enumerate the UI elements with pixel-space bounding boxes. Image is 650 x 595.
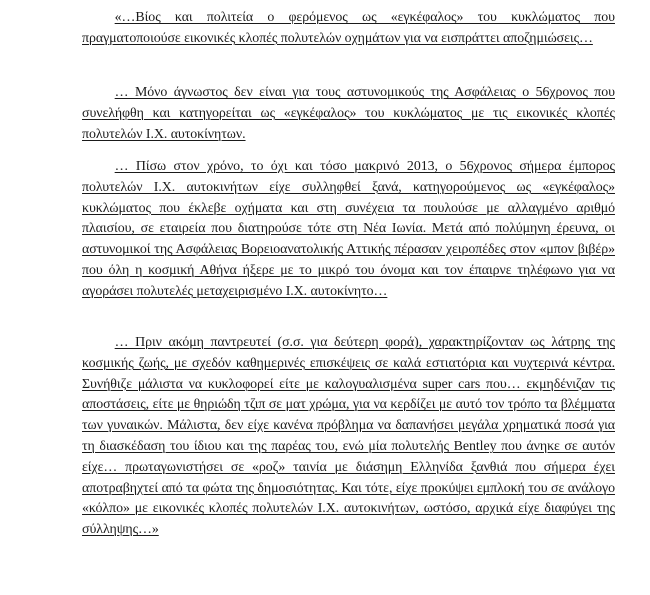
paragraph-4: … Πριν ακόμη παντρευτεί (σ.σ. για δεύτερη φορά), χαρακτηρίζονταν ως λάτρης της κοσμικής ζωής, με σχεδόν καθημερινές επισκέψεις σε καλά εστιατόρια και νυχτερινά κέντρα. Συνήθιζε μάλιστα να κυκλοφορεί είτε με καλογυαλισμένα super cars που… εκμηδένιζαν τις αποστάσεις, είτε με θηριώδη τζιπ σε ματ χρώμα, για να κερδίζει με αυτό τον τρόπο τα βλέμματα των γυναικών. Μάλιστα, δεν είχε κανένα πρόβλημα να δαπανήσει μεγάλα χρηματικά ποσά για τη διασκέδαση του ίδιου και της παρέας του, ενώ μία πολυτελής Bentley που άνηκε σε αυτόν είχε… πρωταγωνιστήσει σε «ροζ» ταινία με διάσημη Ελληνίδα ξανθιά που σήμερα έχει αποτραβηχτεί από τα φώτα της δημοσιότητας. Και τότε, είχε προκύψει εμπλοκή του σε ανάλογο «κόλπο» με εικονικές κλοπές πολυτελών Ι.Χ. αυτοκινήτων, ωστόσο, αρχικά είχε διαφύγει της σύλληψης…» xyxy=(82,335,615,538)
paragraph-2: … Μόνο άγνωστος δεν είναι για τους αστυνομικούς της Ασφάλειας ο 56χρονος που συνελήφθη και κατηγορείται ως «εγκέφαλος» του κυκλώματος με τις εικονικές κλοπές πολυτελών Ι.Χ. αυτοκίνητων. xyxy=(82,85,615,142)
paragraph-1: «…Βίος και πολιτεία ο φερόμενος ως «εγκέφαλος» του κυκλώματος που πραγματοποιούσε εικονικές κλοπές πολυτελών οχημάτων για να εισπράττει αποζημιώσεις… xyxy=(82,10,615,46)
paragraph-3: … Πίσω στον χρόνο, το όχι και τόσο μακρινό 2013, ο 56χρονος σήμερα έμπορος πολυτελών Ι.Χ. αυτοκινήτων είχε συλληφθεί ξανά, κατηγορούμενος ως «εγκέφαλος» κυκλώματος που έκλεβε οχήματα και στη συνέχεια τα πουλούσε με αλλαγμένο αριθμό πλαισίου, σε εταιρεία που διατηρούσε τότε στη Νέα Ιωνία. Μετά από πολύμηνη έρευνα, οι αστυνομικοί της Ασφάλειας Βορειοανατολικής Αττικής πέρασαν χειροπέδες στον «μπον βιβέρ» που όλη η κοσμική Αθήνα ήξερε με το μικρό του όνομα και τον έπαιρνε τηλέφωνο για να αγοράσει πολυτελές μεταχειρισμένο Ι.Χ. αυτοκίνητο… xyxy=(82,159,615,299)
